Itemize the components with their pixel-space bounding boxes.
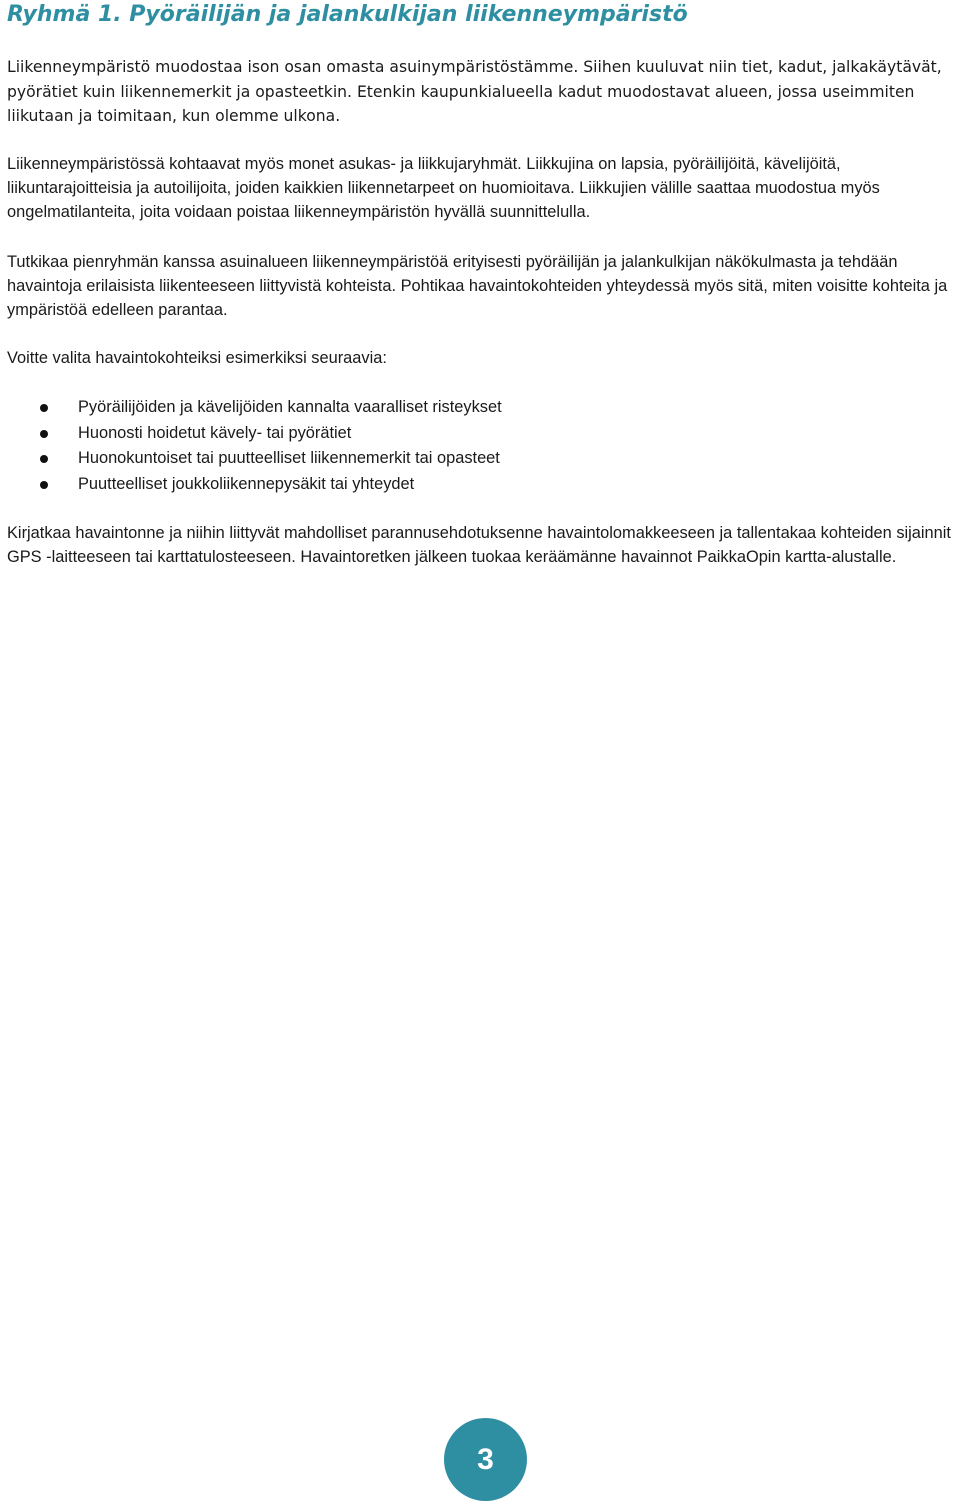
closing-paragraph: Kirjatkaa havaintonne ja niihin liittyvät mahdolliset parannusehdotuksenne havaintolomakkeeseen ja tallentakaa kohteiden sijainnit GPS -laitteeseen tai karttatulosteeseen. Havaintoretken jälkeen tuokaa keräämänne havainnot PaikkaOpin kartta-alustalle.: [7, 524, 951, 566]
bullet-icon: [40, 430, 48, 438]
list-item: [0, 421, 940, 447]
task-paragraph: Tutkikaa pienryhmän kanssa asuinalueen liikenneympäristöä erityisesti pyöräilijän ja jalankulkijan näkökulmasta ja tehdään havaintoja erilaisista liikenteeseen liittyvistä kohteista. Pohtikaa havaintokohteiden yhteydessä myös sitä, miten voisitte kohteita ja ympäristöä edelleen parantaa.: [7, 253, 948, 319]
bullet-icon: [40, 404, 48, 412]
bullet-icon: [40, 455, 48, 463]
list-item: [0, 472, 940, 498]
list-item-text: Puutteelliset joukkoliikennepysäkit tai yhteydet: [78, 474, 415, 493]
list-item: [0, 395, 940, 421]
bullet-icon: [40, 481, 48, 489]
list-intro-paragraph: Voitte valita havaintokohteiksi esimerkiksi seuraavia:: [7, 349, 387, 367]
list-item-text: Pyöräilijöiden ja kävelijöiden kannalta vaaralliset risteykset: [78, 398, 502, 416]
page-number-badge: [444, 1418, 527, 1501]
road-users-paragraph: Liikenneympäristössä kohtaavat myös monet asukas- ja liikkujaryhmät. Liikkujina on lapsia, pyöräilijöitä, kävelijöitä, liikuntarajoitteisia ja autoilijoita, joiden kaikkien liikennetarpeet on huomioitava. Liikkujien välille saattaa muodostua myös ongelmatilanteita, joita voidaan poistaa liikenneympäristön hyvällä suunnittelulla.: [7, 155, 880, 221]
section-heading: Ryhmä 1. Pyöräilijän ja jalankulkijan liikenneympäristö: [7, 2, 688, 27]
observation-target-list: [0, 395, 940, 497]
list-item: [0, 446, 940, 472]
page-number: 3: [477, 1442, 494, 1476]
list-item-text: Huonokuntoiset tai puutteelliset liikennemerkit tai opasteet: [78, 449, 500, 467]
list-item-text: Huonosti hoidetut kävely- tai pyörätiet: [78, 423, 352, 442]
intro-paragraph: Liikenneympäristö muodostaa ison osan omasta asuinympäristöstämme. Siihen kuuluvat niin tiet, kadut, jalkakäytävät, pyörätiet kuin liikennemerkit ja opasteetkin. Etenkin kaupunkialueella kadut muodostavat alueen, jossa useimmiten liikutaan ja toimitaan, kun olemme ulkona.: [7, 58, 942, 125]
